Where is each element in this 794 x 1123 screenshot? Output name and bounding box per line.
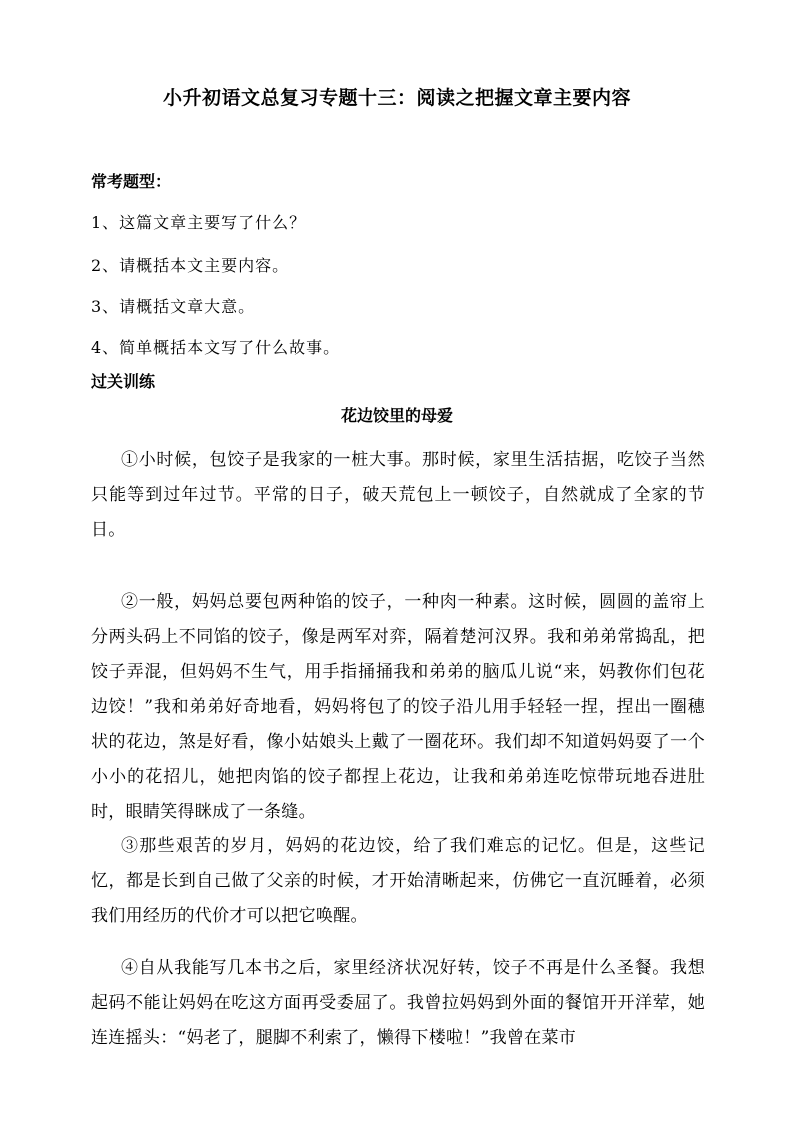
question-item-1: 1、这篇文章主要写了什么？ xyxy=(91,213,307,232)
training-label: 过关训练 xyxy=(91,372,156,391)
common-types-label: 常考题型： xyxy=(91,172,172,191)
article-paragraph-3: ③那些艰苦的岁月，妈妈的花边饺，给了我们难忘的记忆。但是，这些记忆，都是长到自己做了父亲的时候，才开始清晰起来，仿佛它一直沉睡着，必须我们用经历的代价才可以把它唤醒。 xyxy=(91,836,705,926)
article-paragraph-1: ①小时候，包饺子是我家的一桩大事。那时候，家里生活拮据，吃饺子当然只能等到过年过节。平常的日子，破天荒包上一顿饺子，自然就成了全家的节日。 xyxy=(91,450,705,540)
question-item-3: 3、请概括文章大意。 xyxy=(91,297,256,316)
article-title: 花边饺里的母爱 xyxy=(340,406,453,425)
article-paragraph-2: ②一般，妈妈总要包两种馅的饺子，一种肉一种素。这时候，圆圆的盖帘上分两头码上不同馅的饺子，像是两军对弈，隔着楚河汉界。我和弟弟常捣乱，把饺子弄混，但妈妈不生气，用手指捅捅我和弟弟的脑瓜儿说“来，妈教你们包花边饺！”我和弟弟好奇地看，妈妈将包了的饺子沿儿用手轻轻一捏，捏出一圈穗状的花边，煞是好看，像小姑娘头上戴了一圈花环。我们却不知道妈妈耍了一个小小的花招儿，她把肉馅的饺子都捏上花边，让我和弟弟连吃惊带玩地吞进肚时，眼睛笑得眯成了一条缝。 xyxy=(91,592,705,822)
question-item-2: 2、请概括本文主要内容。 xyxy=(91,256,290,275)
question-item-4: 4、简单概括本文写了什么故事。 xyxy=(91,338,341,357)
article-paragraph-4: ④自从我能写几本书之后，家里经济状况好转，饺子不再是什么圣餐。我想起码不能让妈妈在吃这方面再受委屈了。我曾拉妈妈到外面的餐馆开开洋荤，她连连摇头：“妈老了，腿脚不利索了，懒得下楼啦！”我曾在菜市 xyxy=(91,958,705,1048)
document-title: 小升初语文总复习专题十三：阅读之把握文章主要内容 xyxy=(162,87,631,109)
